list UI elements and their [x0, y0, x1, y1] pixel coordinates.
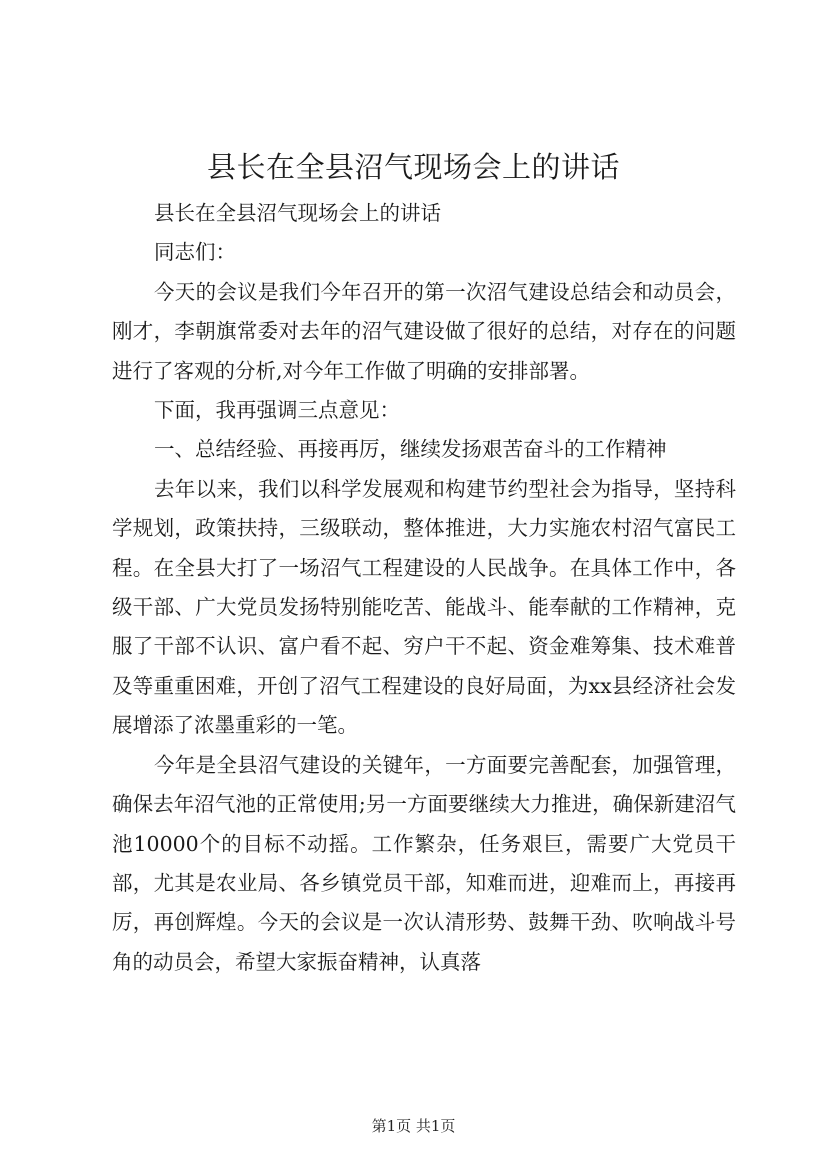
paragraph-subtitle: 县长在全县沼气现场会上的讲话 — [154, 201, 441, 225]
paragraph-this-year: 今年是全县沼气建设的关键年，一方面要完善配套，加强管理，确保去年沼气池的正常使用;另一方面要继续大力推进，确保新建沼气池10000个的目标不动摇。工作繁杂，任务艰巨，需要广大党员干部，尤其是农业局、各乡镇党员干部，知难而进，迎难而上，再接再厉，再创辉煌。今天的会议是一次认清形势、鼓舞干劲、吹响战斗号角的动员会，希望大家振奋精神，认真落 — [112, 752, 736, 974]
paragraph-salutation: 同志们： — [154, 240, 236, 265]
document-title: 县长在全县沼气现场会上的讲话 — [206, 150, 620, 184]
section-heading-one: 一、总结经验、再接再厉，继续发扬艰苦奋斗的工作精神 — [154, 437, 667, 462]
paragraph-opening: 今天的会议是我们今年召开的第一次沼气建设总结会和动员会，刚才，李朝旗常委对去年的沼气建设做了很好的总结，对存在的问题进行了客观的分析,对今年工作做了明确的安排部署。 — [112, 279, 736, 383]
paragraph-last-year: 去年以来，我们以科学发展观和构建节约型社会为指导，坚持科学规划，政策扶持，三级联动，整体推进，大力实施农村沼气富民工程。在全县大打了一场沼气工程建设的人民战争。在具体工作中，各级干部、广大党员发扬特别能吃苦、能战斗、能奉献的工作精神，克服了干部不认识、富户看不起、穷户干不起、资金难筹集、技术难普及等重重困难，开创了沼气工程建设的良好局面，为xx县经济社会发展增添了浓墨重彩的一笔。 — [112, 476, 736, 738]
document-body — [112, 194, 736, 982]
paragraph-intro-points: 下面，我再强调三点意见： — [154, 398, 400, 423]
page-footer: 第1页 共1页 — [371, 1117, 456, 1135]
